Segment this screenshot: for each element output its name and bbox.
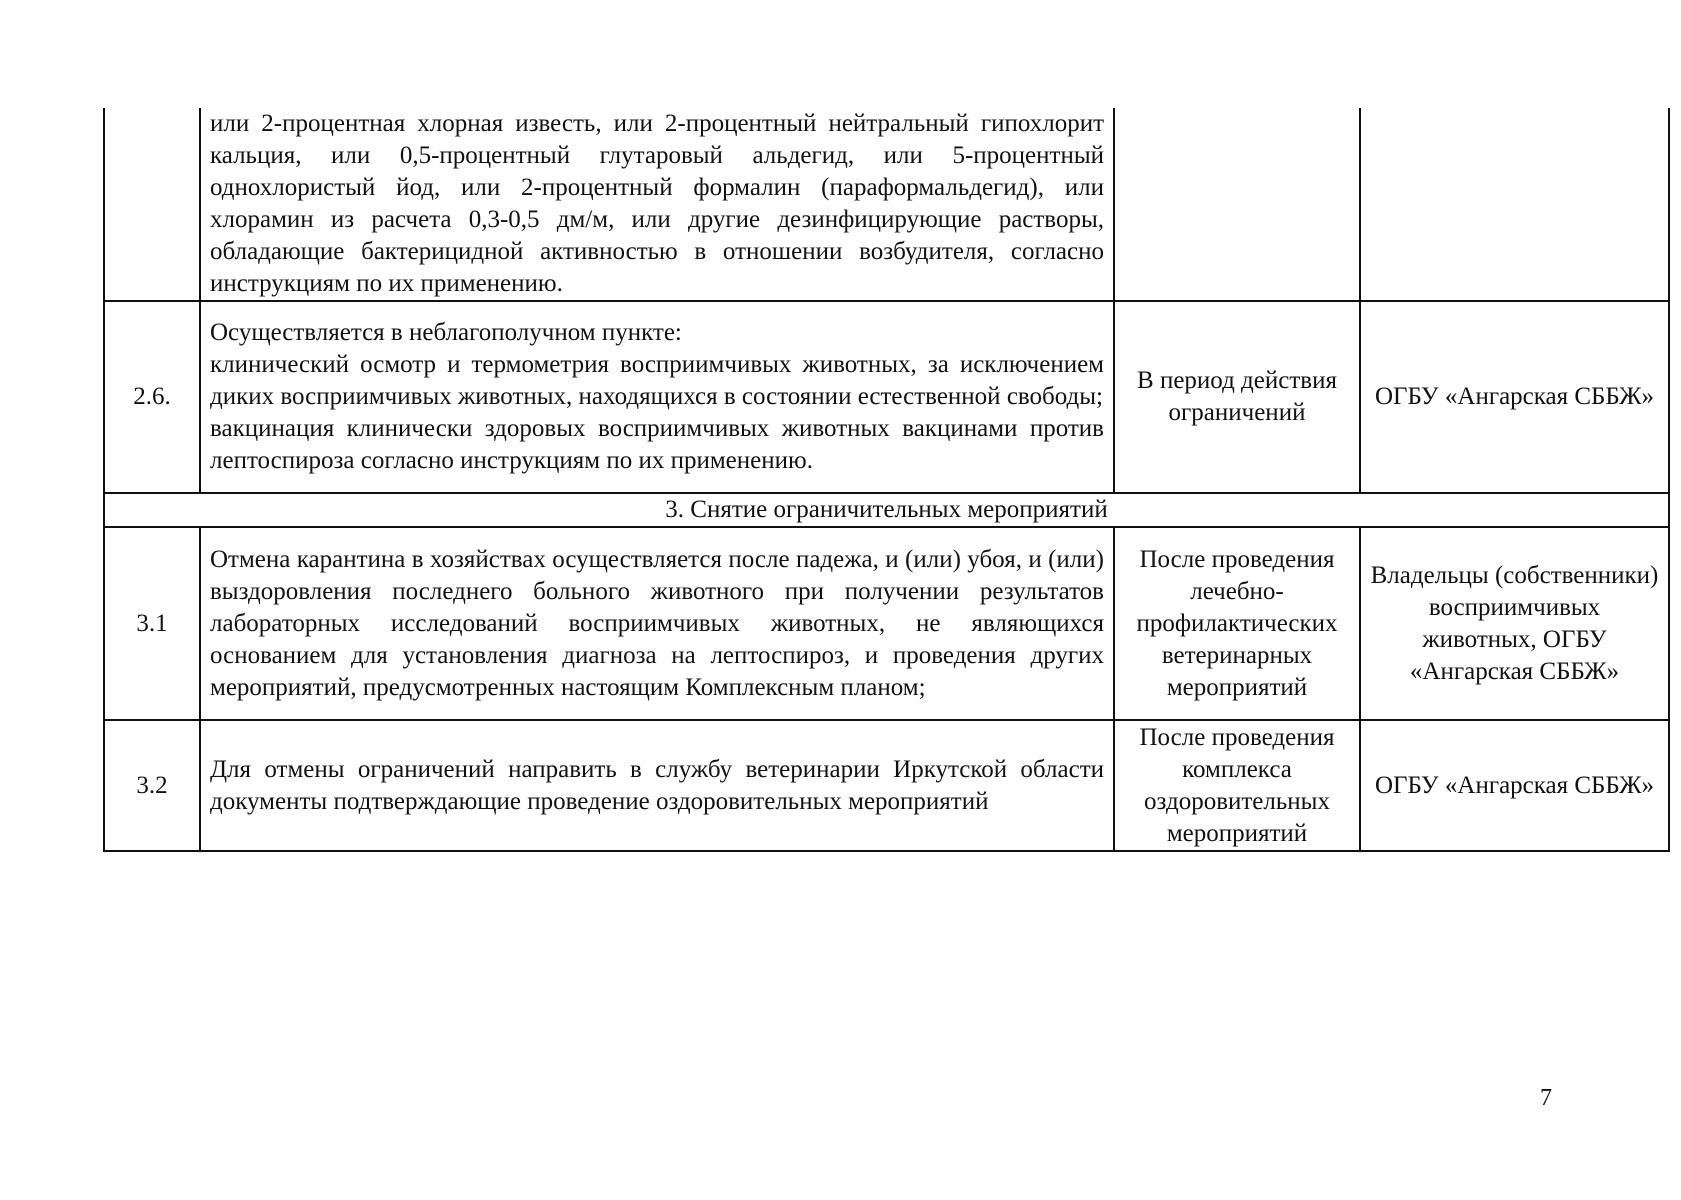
description-paragraph: Отмена карантина в хозяйствах осуществляется после падежа, и (или) убоя, и (или) выздоровления последнего больного животного при получении результатов лабораторных исследований восприимчивых животных, не являющихся основанием для установления диагноза на лептоспироз, и проведения других мероприятий, предусмотренных настоящим Комплексным планом;	[210, 545, 1104, 701]
page-number: 7	[1540, 1085, 1552, 1111]
table-row	[104, 301, 1669, 493]
row-number: 2.6.	[104, 301, 200, 493]
row-description	[200, 720, 1114, 851]
row-responsible: ОГБУ «Ангарская СББЖ»	[1360, 720, 1669, 851]
row-term: В период действия ограничений	[1114, 301, 1360, 493]
section-row	[104, 493, 1669, 527]
description-paragraph: или 2-процентная хлорная известь, или 2-процентный нейтральный гипохлорит кальция, или 0,5-процентный глутаровый альдегид, или 5-процентный однохлористый йод, или 2-процентный формалин (параформальдегид), или хлорамин из расчета 0,3-0,5 дм/м, или другие дезинфицирующие растворы, обладающие бактерицидной активностью в отношении возбудителя, согласно инструкциям по их применению.	[210, 110, 1104, 297]
measures-table	[103, 108, 1670, 852]
row-term: После проведения комплекса оздоровительных мероприятий	[1114, 720, 1360, 851]
row-term: После проведения лечебно-профилактических ветеринарных мероприятий	[1114, 527, 1360, 720]
section-heading: 3. Снятие ограничительных мероприятий	[104, 493, 1669, 527]
description-paragraph: Осуществляется в неблагополучном пункте:	[210, 319, 682, 346]
row-responsible: Владельцы (собственники) восприимчивых животных, ОГБУ «Ангарская СББЖ»	[1360, 527, 1669, 720]
row-number	[104, 108, 200, 301]
row-responsible: ОГБУ «Ангарская СББЖ»	[1360, 301, 1669, 493]
description-paragraph: вакцинация клинически здоровых восприимчивых животных вакцинами против лептоспироза согласно инструкциям по их применению.	[210, 415, 1104, 474]
description-paragraph: клинический осмотр и термометрия восприимчивых животных, за исключением диких восприимчивых животных, находящихся в состоянии естественной свободы;	[210, 351, 1104, 410]
row-number: 3.1	[104, 527, 200, 720]
row-term	[1114, 108, 1360, 301]
table-row	[104, 108, 1669, 301]
row-number: 3.2	[104, 720, 200, 851]
description-paragraph: Для отмены ограничений направить в службу ветеринарии Иркутской области документы подтверждающие проведение оздоровительных мероприятий	[210, 755, 1104, 815]
row-description	[200, 108, 1114, 301]
row-responsible	[1360, 108, 1669, 301]
row-description	[200, 301, 1114, 493]
table-row	[104, 720, 1669, 851]
row-description	[200, 527, 1114, 720]
table-row	[104, 527, 1669, 720]
